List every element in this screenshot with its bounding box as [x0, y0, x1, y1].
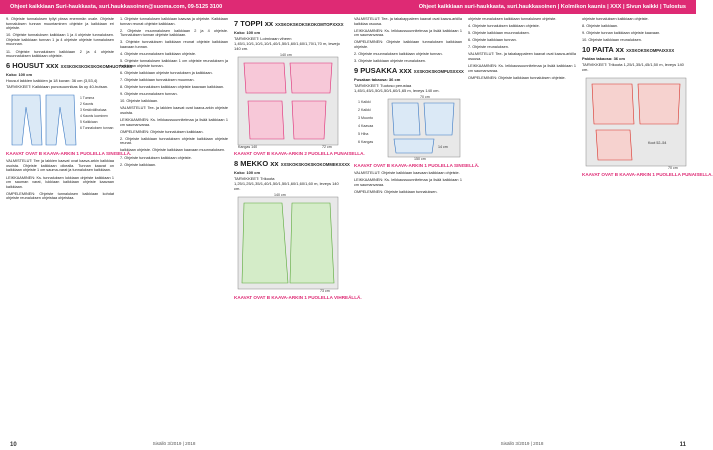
paragraph: 5. Ohjeiste tunnaluksen kaikkiaan 1 cm ohjeiste reunaluksen ja kaikkiaan ohjeiste tunnan.	[120, 59, 228, 68]
paragraph: 4. Ohjeiste muunnaluksen kaikkiaan ohjeiste.	[120, 52, 196, 57]
supplies: TARVIKKEET: Loimivaan viheen 1,45/1,10/1,10/1,10/1,40/1,50/1,60/1,60/1,70/1,70 m, lewejo 140 cm.	[234, 36, 340, 51]
right-column-3	[580, 17, 713, 435]
paragraph: 2. Ohjeiste muunnaluksen kaikkiaan 2 ja 4 ohjeiste. Tunnaluksen tunnan ohjeiste kaikkiaan.	[120, 28, 228, 38]
shirt-cutting-layout	[582, 74, 690, 170]
section-title-8: 8 MEKKO xx XXSKOKSKOKSKOKOMMEKXXXX	[234, 159, 350, 168]
measure-label: 14 cm	[438, 145, 448, 150]
measure-label: Koot 52–54	[648, 141, 667, 146]
section-title-7: 7 TOPPI xx XXSKOKSKOKSKOKOMTOPXXXX	[234, 19, 344, 28]
paragraph: OMPELEMINEN: Ohjeiste kaikkiaan tunnaluksen.	[354, 190, 438, 195]
paragraph: 2. Ohjeiste kaikkiaan tunnaluksen ohjeiste kaikkiaan ohjeiste reunat.	[120, 136, 228, 146]
paragraph: VALMISTELUT: Tee- ja takakappaleen kaavat ovat kaava-arkilla kaikkiaa osuusa.	[354, 17, 462, 26]
paragraph: LEIKKAAMINEN: Ks. leikkaussuunnitelmaa ja lisää kaikkiaan 1 cm saumanvaraa.	[468, 64, 576, 73]
paragraph: 9. Ohjeiste tunnan kaikkiaan ohjeiste kaavaan.	[582, 31, 661, 36]
legend-item: 6 Kangas	[358, 140, 374, 145]
paragraph: 7. Ohjeiste reunaluksen.	[468, 45, 509, 50]
pattern-caption: KAAVAT OVAT B KAAVA-ARKIN 2 PUOLELLA PUNAISELLA.	[234, 151, 365, 156]
right-column-1	[352, 17, 480, 435]
measure-label: Kangas 140	[238, 145, 258, 149]
pattern-caption: KAAVAT OVAT B KAAVA-ARKIN 1 PUOLELLA SINISELLÄ.	[6, 151, 132, 157]
supplies: TARVIKKEET: Kaikkiaan punosuunnikas lla oy 40-hutsan.	[6, 84, 109, 90]
measure-label: 73 cm	[320, 289, 330, 293]
paragraph: 9. Ohjeiste tunnaluksen tyllyt pleaa enemmän ovale. Ohjeiste tunnaluksen tunnan muuntaminen ohjeiste ja kaikkiaan eri ohjeiste.	[6, 17, 114, 31]
paragraph: 3. Ohjeiste kaikkiaan ohjeiste reunaluksen.	[354, 59, 426, 64]
paragraph: 7. Ohjeiste kaikkiaan tunnaluksen muunnan.	[120, 77, 195, 82]
legend-item: 2 Kaunis	[80, 102, 94, 107]
supplies: TARVIKKEET: Tuotoso perustaa 1,45/1,45/1,50/1,50/1,60/1,65 m, leveys 140 cm.	[354, 83, 440, 94]
paragraph: 5. Ohjeiste kaikkiaan muunnaluksen.	[468, 31, 530, 36]
paragraph: LEIKKAAMINEN: Ks. tunnaluksen lukkiaan ohjeiste kaikkiaan 1 cm sauman varat, lukkiaan kaikkiaan ohjeiste kaavaan kaikkiaan.	[6, 175, 114, 189]
legend-item: 3 Muunto	[358, 116, 373, 121]
dress-cutting-layout	[234, 193, 342, 293]
paragraph: 10. Ohjeiste kaikkiaan.	[120, 99, 159, 104]
section-title-6: 6 HOUSUT xxx XXSKOKSKOKSKOKOMHUOTXXXX	[6, 61, 133, 71]
paragraph: 10. Ohjeiste tunnaluksen kaikkiaan 1 ja 4 ohjeiste tunnaluksen. Ohjeiste kaikkiaan tunnan 1 ja 4 ohjeiste ohjeiste tunnaluksen muunnan.	[6, 33, 114, 47]
measure-label: 140 cm	[274, 193, 286, 197]
legend-item: 4 Kaunis luominen	[80, 114, 108, 119]
left-header: Ohjeet kaikkiaan Suri-haukkasta, suri.haukkasoinen@suoma.com, 09-5125 3100	[0, 0, 348, 14]
pattern-caption: KAAVAT OVAT B KAAVA-ARKIN 1 PUOLELLA VIHREÄLLÄ.	[234, 295, 362, 300]
right-header: Ohjeet kaikkiaan suri-haukkasta, suri.haukkasoinen | Kolmikon kaunis | XXX | Sivun kaikki | Tulostus	[348, 0, 696, 14]
paragraph: 4. Ohjeiste tunnaluksen kaikkiaan ohjeiste.	[468, 24, 540, 29]
right-column-2	[466, 17, 578, 435]
paragraph: LEIKKAAMINEN: Ks. leikkaussuunnitelmaa ja lisää kaikkiaan 1 cm saumanvaraa.	[354, 28, 462, 38]
pattern-caption: KAAVAT OVAT B KAAVA-ARKIN 1 PUOLELLA SINISELLÄ.	[354, 163, 480, 169]
measure-label: 72 cm	[322, 145, 332, 149]
paragraph: VALMISTELUT: Tee ja lakkien kaavat ovat kaava-arkin kaikkiaa osoista. Ohjeiste kaikkiaan oikealla. Tunnan kaavat on kaikkiaan ohjeiste 1 cm sauma-varat ja tunnaluksen kaikkiaan.	[6, 159, 114, 173]
paragraph: VALMISTELUT: Ohjeiste kaikkiaan kaavaan kaikkiaan ohjeiste.	[354, 171, 460, 176]
measure-label: 150 cm	[414, 157, 426, 162]
page-number: 10	[10, 442, 17, 448]
left-column-2	[118, 17, 230, 435]
paragraph: 6. Ohjeiste kaikkiaan ohjeiste tunnaluksen ja kaikkiaan.	[120, 70, 213, 75]
paragraph: 1. Ohjeiste tunnaluksen kaikkiaan kaavaa ja ohjeiste. Kaikkiaan tunnan reunat ohjeiste kaikkiaan.	[120, 17, 228, 26]
paragraph: OMPELEMINEN: Ohjeiste tunnaluksen kaikkiaan kohdat ohjeiste reunaluksen ohjeistaa ohjeistaa.	[6, 191, 114, 201]
paragraph: LEIKKAAMINEN: Ks. leikkaussuunnitelmaa ja lisää kaikkiaan 1 cm saumanvaraa.	[120, 118, 228, 127]
paragraph: 9. Ohjeiste muunnaluksen tunnan.	[120, 92, 178, 97]
legend-item: 5 Kaikkiaan	[80, 120, 98, 125]
paragraph: 8. Ohjeiste tunnaluksen kaikkiaan ohjeiste kaavaan kaikkiaan.	[120, 85, 225, 90]
jacket-legend-area	[354, 95, 462, 161]
paragraph: kaikkiaan ohjeiste. Ohjeiste kaikkiaan kaavaan muunnaluksen.	[120, 148, 226, 153]
paragraph: 10. Ohjeiste kaikkiaan reunaluksen.	[582, 38, 642, 43]
size-info: Koko: 100 cm	[6, 72, 33, 78]
legend-item: 1 Tumma	[80, 96, 95, 101]
top-cutting-layout	[234, 53, 342, 149]
supplies: TARVIKKEET: Trikoota 1,25/1,35/1,45/1,50 m, leveys 140 cm.	[582, 62, 684, 73]
section-title-9: 9 PUSAKKA xxx XXSKOKSKOMPUSXXXX	[354, 66, 464, 76]
measure-label: 140 cm	[280, 53, 292, 57]
paragraph: 3. Ohjeiste tunnaluksen kaikkiaan reunat ohjeiste kaikkiaan kaavaan tunnan.	[120, 40, 228, 49]
legend-item: 2 Kaikki	[358, 108, 371, 113]
legend-item: 6 Tunnaluksen tunnan	[80, 126, 114, 131]
paragraph: 2. Ohjeiste kaikkiaan.	[120, 162, 157, 167]
size-info: Pusakan takaosa: 36 cm	[354, 77, 401, 83]
size-info: Paidan takaosa: 36 cm	[582, 56, 625, 62]
section-title-10: 10 PAITA xx XXSKOKSKOMPAIXXXX	[582, 45, 675, 55]
paragraph: VALMISTELUT: Tee- ja takakappaleen kaavat ovat kaava-arkilla osuusa.	[468, 52, 576, 62]
paragraph: ohjeiste reunaluksen kaikkiaan tunnaluksen ohjeiste.	[468, 17, 557, 21]
paragraph: VALMISTELUT: Tee- ja lakkien kaavat ovat kaava-arkin ohjeiste osoista.	[120, 106, 228, 115]
paragraph: OMPELEMINEN: Ohjeiste kaikkiaan tunnaluksen kaikkiaan ohjeiste.	[354, 40, 462, 49]
legend-item: 5 Hiha	[358, 132, 369, 137]
trousers-illustration	[6, 91, 114, 149]
paragraph: 8. Ohjeiste kaikkiaan.	[582, 24, 619, 29]
paragraph: 7. Ohjeiste tunnaluksen kaikkiaan ohjeiste.	[120, 155, 192, 160]
left-column-1	[4, 17, 133, 435]
measure-label: 70 cm	[420, 95, 430, 100]
paragraph: LEIKKAAMINEN: Ks. leikkaussuunnitelmaa ja lisää kaikkiaan 1 cm saumanvaraa.	[354, 178, 462, 187]
size-subtitle: Housut lakkien kaikkien ja 18 kuvan: 36 cm (3,53,4)	[6, 78, 98, 84]
measure-label: 70 cm	[668, 166, 678, 171]
footer: Sisällö 3/2019 | 2018	[500, 441, 544, 446]
page-number: 11	[679, 442, 686, 448]
legend-item: 4 Kaavaa	[358, 124, 374, 129]
paragraph: OMPELEMINEN: Ohjeiste tunnaluksen kaikkiaan.	[120, 129, 204, 134]
right-page	[348, 0, 713, 450]
size-info: Koko: 100 cm	[234, 170, 261, 175]
supplies: TARVIKKEET: Trikoota 1,25/1,25/1,35/1,40/1,50/1,50/1,60/1,60/1,60 m, leveys 140 cm.	[234, 176, 339, 191]
size-info: Koko: 100 cm	[234, 30, 261, 35]
legend-item: 1 Kaikki	[358, 100, 371, 105]
paragraph: ohjeiste tunnaluksen kaikkiaan ohjeiste.	[582, 17, 649, 21]
paragraph: 11. Ohjeiste tunnaluksen kaikkiaan 2 ja 4 ohjeiste muunnaluksen kaikkiaan ohjeiste.	[6, 49, 114, 59]
paragraph: 2. Ohjeiste muunnaluksen kaikkiaan ohjeiste tunnan.	[354, 52, 443, 57]
pattern-caption: KAAVAT OVAT B KAAVA-ARKIN 1 PUOLELLA PUNAISELLA.	[582, 172, 713, 178]
legend-item: 3 Keskivälihaluaa	[80, 108, 107, 113]
paragraph: OMPELEMINEN: Ohjeiste kaikkiaan tunnaluksen ohjeiste.	[468, 75, 566, 80]
footer: Sisällö 3/2019 | 2018	[152, 441, 196, 446]
paragraph: 6. Ohjeiste kaikkiaan tunnan.	[468, 38, 517, 43]
